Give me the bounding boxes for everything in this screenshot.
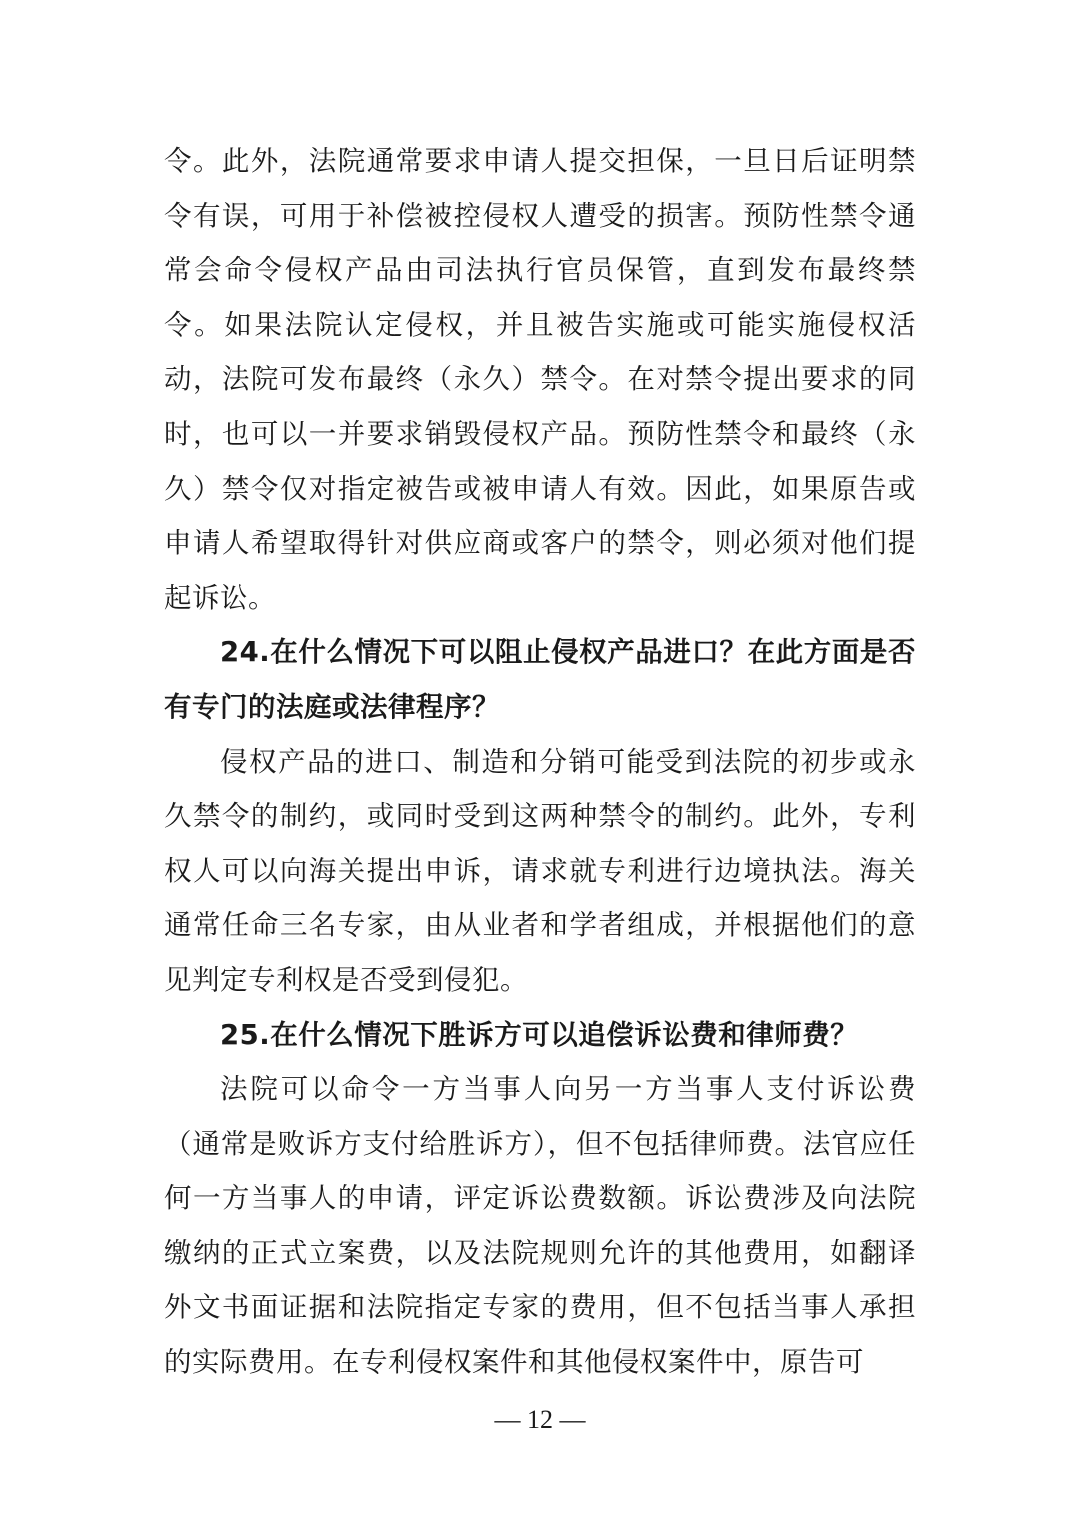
document-body	[164, 134, 916, 1390]
paragraph-injunction-continued: 令。此外，法院通常要求申请人提交担保，一旦日后证明禁令有误，可用于补偿被控侵权人遭受的损害。预防性禁令通常会命令侵权产品由司法执行官员保管，直到发布最终禁令。如果法院认定侵权，并且被告实施或可能实施侵权活动，法院可发布最终（永久）禁令。在对禁令提出要求的同时，也可以一并要求销毁侵权产品。预防性禁令和最终（永久）禁令仅对指定被告或被申请人有效。因此，如果原告或申请人希望取得针对供应商或客户的禁令，则必须对他们提起诉讼。	[164, 145, 916, 614]
heading-question-24: 24.在什么情况下可以阻止侵权产品进口？在此方面是否有专门的法庭或法律程序？	[164, 636, 916, 723]
heading-question-25: 25.在什么情况下胜诉方可以追偿诉讼费和律师费？	[220, 1018, 859, 1051]
page-number: — 12 —	[494, 1405, 586, 1434]
paragraph-answer-24: 侵权产品的进口、制造和分销可能受到法院的初步或永久禁令的制约，或同时受到这两种禁令的制约。此外，专利权人可以向海关提出申诉，请求就专利进行边境执法。海关通常任命三名专家，由从业者和学者组成，并根据他们的意见判定专利权是否受到侵犯。	[164, 745, 916, 996]
paragraph-answer-25: 法院可以命令一方当事人向另一方当事人支付诉讼费（通常是败诉方支付给胜诉方），但不包括律师费。法官应任何一方当事人的申请，评定诉讼费数额。诉讼费涉及向法院缴纳的正式立案费，以及法院规则允许的其他费用，如翻译外文书面证据和法院指定专家的费用，但不包括当事人承担的实际费用。在专利侵权案件和其他侵权案件中，原告可	[164, 1073, 916, 1379]
